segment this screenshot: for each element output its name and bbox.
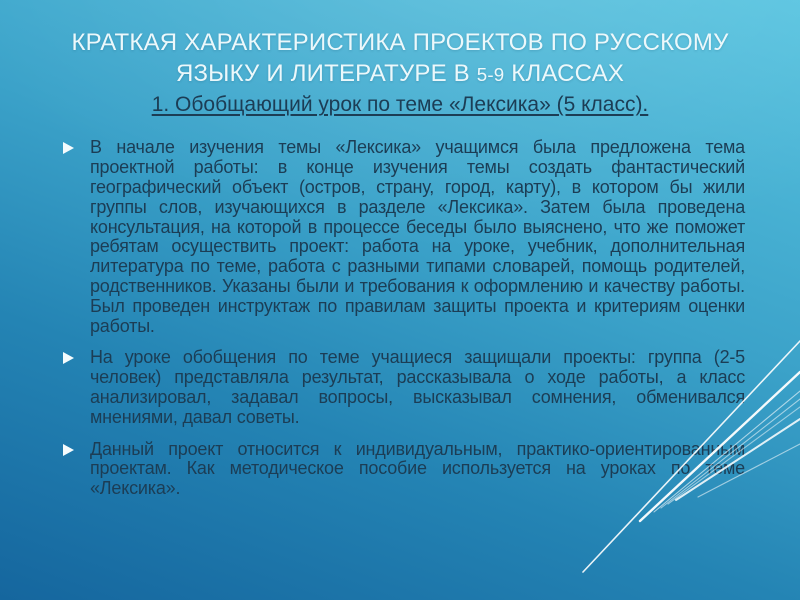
bullet-item-3 — [62, 440, 745, 499]
triangle-right-icon — [63, 444, 74, 456]
slide-subtitle: 1. Обобщающий урок по теме «Лексика» (5 класс). — [151, 93, 649, 117]
slide-content — [0, 28, 800, 499]
slide-title — [28, 28, 772, 89]
bullet-text-1: В начале изучения темы «Лексика» учащимся была предложена тема проектной работы: в конце изучения темы создать фантастический географический объект (остров, страну, город, карту), в котором бы жили группы слов, изучающихся в разделе «Лексика». Затем была проведена консультация, на которой в процессе беседы было выяснено, что же поможет ребятам осуществить проект: работа на уроке, учебник, дополнительная литература по теме, работа с разными типами словарей, помощь родителей, родственников. Указаны были и требования к оформлению и качеству работы. Был проведен инструктаж по правилам защиты проекта и критериям оценки работы. — [90, 137, 745, 336]
slide-title-line2-suffix: КЛАССАХ — [504, 59, 625, 87]
slide-title-line2 — [28, 59, 772, 90]
bullet-item-1 — [62, 138, 745, 336]
slide-title-line1: КРАТКАЯ ХАРАКТЕРИСТИКА ПРОЕКТОВ ПО РУССКОМУ — [71, 29, 729, 56]
bullet-list — [62, 138, 745, 499]
slide-title-line2-text: ЯЗЫКУ И ЛИТЕРАТУРЕ В — [175, 59, 477, 87]
slide-title-grade-range: 5-9 — [476, 63, 505, 85]
triangle-right-icon — [63, 142, 74, 154]
bullet-text-2: На уроке обобщения по теме учащиеся защищали проекты: группа (2-5 человек) представляла результат, рассказывала о ходе работы, а класс анализировал, задавал вопросы, высказывал сомнения, обменивался мнениями, давал советы. — [90, 347, 745, 427]
bullet-item-2 — [62, 348, 745, 427]
bullet-text-3: Данный проект относится к индивидуальным, практико-ориентированным проектам. Как методическое пособие используется на уроках по теме «Лексика». — [90, 438, 745, 499]
triangle-right-icon — [63, 352, 74, 364]
